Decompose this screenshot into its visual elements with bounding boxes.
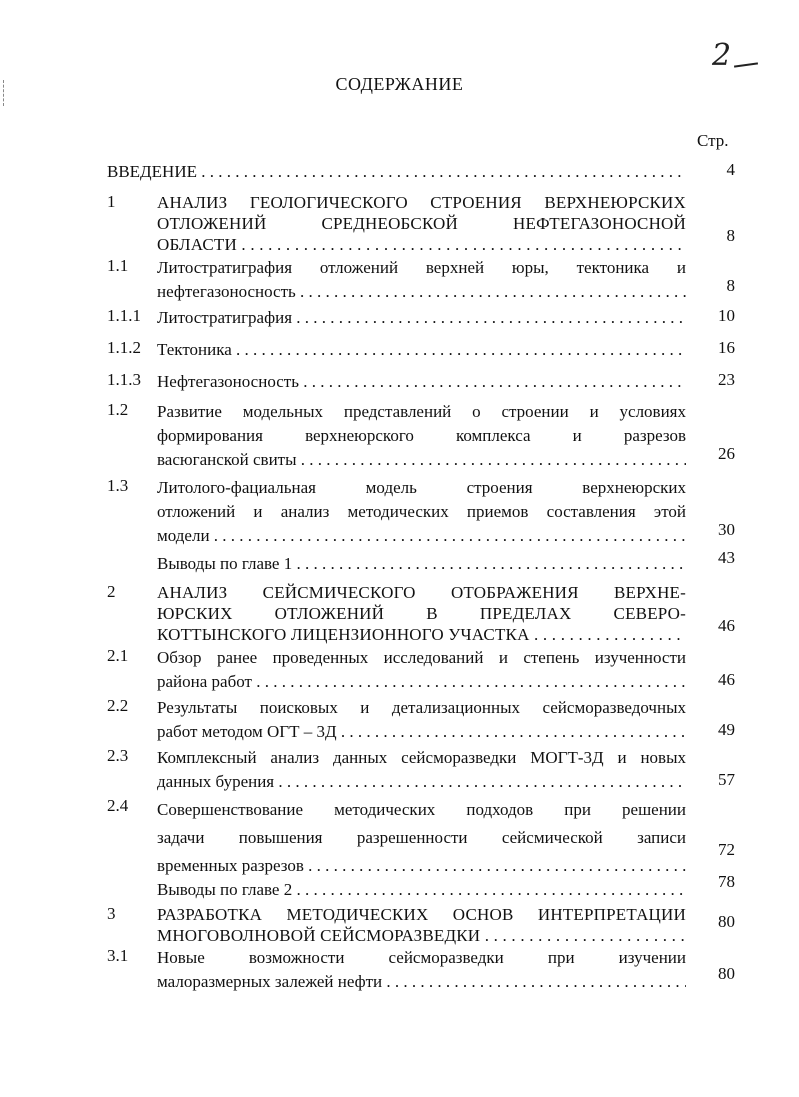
toc-entry-page: 4 xyxy=(726,160,735,179)
toc-entry-line: работ методом ОГТ – 3Д . . . xyxy=(157,720,686,744)
handwritten-page-number: 2 xyxy=(712,38,732,73)
toc-entry-number: 3.1 xyxy=(107,946,129,965)
toc-entry-page: 78 xyxy=(718,872,735,891)
toc-entry-number: 1.3 xyxy=(107,476,129,495)
toc-entry-number: 2.3 xyxy=(107,746,129,765)
toc-entry-number: 1.1.1 xyxy=(107,306,141,325)
toc-entry-line: малоразмерных залежей нефти . . . xyxy=(157,970,686,994)
toc-entry-title xyxy=(157,256,686,304)
toc-entry-page: 80 xyxy=(718,964,735,983)
toc-entry-page: 8 xyxy=(726,226,735,245)
toc-entry-line: васюганской свиты . . . xyxy=(157,448,686,472)
toc-entry-title xyxy=(107,160,686,184)
page-title: СОДЕРЖАНИЕ xyxy=(335,74,464,94)
toc-entry-title xyxy=(157,796,686,880)
toc-entry-line: задачи повышения разрешенности сейсмической записи xyxy=(157,828,686,847)
toc-entry-line: МНОГОВОЛНОВОЙ СЕЙСМОРАЗВЕДКИ . . . xyxy=(157,925,686,946)
toc-entry-line: данных бурения . . . xyxy=(157,770,686,794)
toc-entry-page: 16 xyxy=(718,338,735,357)
toc-entry-line: Обзор ранее проведенных исследований и степень изученности xyxy=(157,648,686,667)
toc-entry-number: 1 xyxy=(107,192,116,211)
toc-entry-title xyxy=(157,904,686,946)
toc-entry-line: Совершенствование методических подходов при решении xyxy=(157,800,686,819)
toc-entry-number: 1.1.3 xyxy=(107,370,141,389)
toc-entry-number: 1.2 xyxy=(107,400,129,419)
toc-entry-page: 46 xyxy=(718,670,735,689)
toc-entry-line: Результаты поисковых и детализационных сейсморазведочных xyxy=(157,698,686,717)
toc-entry-title xyxy=(157,696,686,744)
toc-entry-number: 2.2 xyxy=(107,696,129,715)
toc-entry-title xyxy=(157,370,686,394)
toc-entry-page: 49 xyxy=(718,720,735,739)
toc-entry-line: КОТТЫНСКОГО ЛИЦЕНЗИОННОГО УЧАСТКА . . . xyxy=(157,624,686,645)
toc-entry-title xyxy=(157,582,686,645)
toc-entry-page: 23 xyxy=(718,370,735,389)
toc-entry-line: Литостратиграфия . . . xyxy=(157,306,686,330)
toc-entry-page: 10 xyxy=(718,306,735,325)
toc-entry-line: АНАЛИЗ ГЕОЛОГИЧЕСКОГО СТРОЕНИЯ ВЕРХНЕЮРСКИХ xyxy=(157,193,686,212)
toc-entry-page: 8 xyxy=(726,276,735,295)
toc-entry-line: Тектоника . . . xyxy=(157,338,686,362)
toc-entry-line: Выводы по главе 2 . . . xyxy=(157,878,686,902)
toc-entry-number: 1.1.2 xyxy=(107,338,141,357)
toc-entry-line: ВВЕДЕНИЕ . . . xyxy=(107,160,686,184)
toc-entry-number: 1.1 xyxy=(107,256,129,275)
toc-entry-line: Литостратиграфия отложений верхней юры, тектоника и xyxy=(157,258,686,277)
toc-entry-title xyxy=(157,400,686,472)
toc-entry-line: Комплексный анализ данных сейсморазведки МОГТ-3Д и новых xyxy=(157,748,686,767)
toc-entry-line: отложений и анализ методических приемов составления этой xyxy=(157,502,686,521)
toc-entry-number: 3 xyxy=(107,904,116,923)
toc-entry-line: формирования верхнеюрского комплекса и разрезов xyxy=(157,426,686,445)
toc-entry-number: 2.4 xyxy=(107,796,129,815)
toc-entry-line: Новые возможности сейсморазведки при изучении xyxy=(157,948,686,967)
toc-entry-line: Выводы по главе 1 . . . xyxy=(157,552,686,576)
toc-entry-title xyxy=(157,646,686,694)
toc-entry-line: модели . . . xyxy=(157,524,686,548)
toc-entry-line: временных разрезов . . . xyxy=(157,852,686,880)
toc-entry-line: АНАЛИЗ СЕЙСМИЧЕСКОГО ОТОБРАЖЕНИЯ ВЕРХНЕ- xyxy=(157,583,686,602)
toc-entry-title xyxy=(157,552,686,576)
toc-entry-page: 30 xyxy=(718,520,735,539)
toc-entry-line: Развитие модельных представлений о строении и условиях xyxy=(157,402,686,421)
toc-entry-line: Нефтегазоносность . . . xyxy=(157,370,686,394)
toc-entry-number: 2.1 xyxy=(107,646,129,665)
toc-entry-line: ОТЛОЖЕНИЙ СРЕДНЕОБСКОЙ НЕФТЕГАЗОНОСНОЙ xyxy=(157,214,686,233)
toc-entry-line: РАЗРАБОТКА МЕТОДИЧЕСКИХ ОСНОВ ИНТЕРПРЕТАЦИИ xyxy=(157,905,686,924)
toc-entry-line: ОБЛАСТИ . . . xyxy=(157,234,686,255)
toc-entry-title xyxy=(157,946,686,994)
toc-entry-title xyxy=(157,476,686,548)
toc-entry-line: нефтегазоносность . . . xyxy=(157,280,686,304)
toc-entry-line: ЮРСКИХ ОТЛОЖЕНИЙ В ПРЕДЕЛАХ СЕВЕРО- xyxy=(157,604,686,623)
toc-entry-page: 80 xyxy=(718,912,735,931)
toc-entry-page: 43 xyxy=(718,548,735,567)
toc-entry-line: района работ . . . xyxy=(157,670,686,694)
toc-entry-title xyxy=(157,746,686,794)
toc-entry-line: Литолого-фациальная модель строения верхнеюрских xyxy=(157,478,686,497)
toc-entry-page: 57 xyxy=(718,770,735,789)
toc-entry-page: 46 xyxy=(718,616,735,635)
toc-entry-title xyxy=(157,878,686,902)
toc-entry-title xyxy=(157,306,686,330)
toc-entry-title xyxy=(157,192,686,255)
toc-entry-title xyxy=(157,338,686,362)
toc-entry-page: 26 xyxy=(718,444,735,463)
toc-entry-page: 72 xyxy=(718,840,735,859)
page-column-label: Стр. xyxy=(697,131,729,150)
toc-entry-number: 2 xyxy=(107,582,116,601)
